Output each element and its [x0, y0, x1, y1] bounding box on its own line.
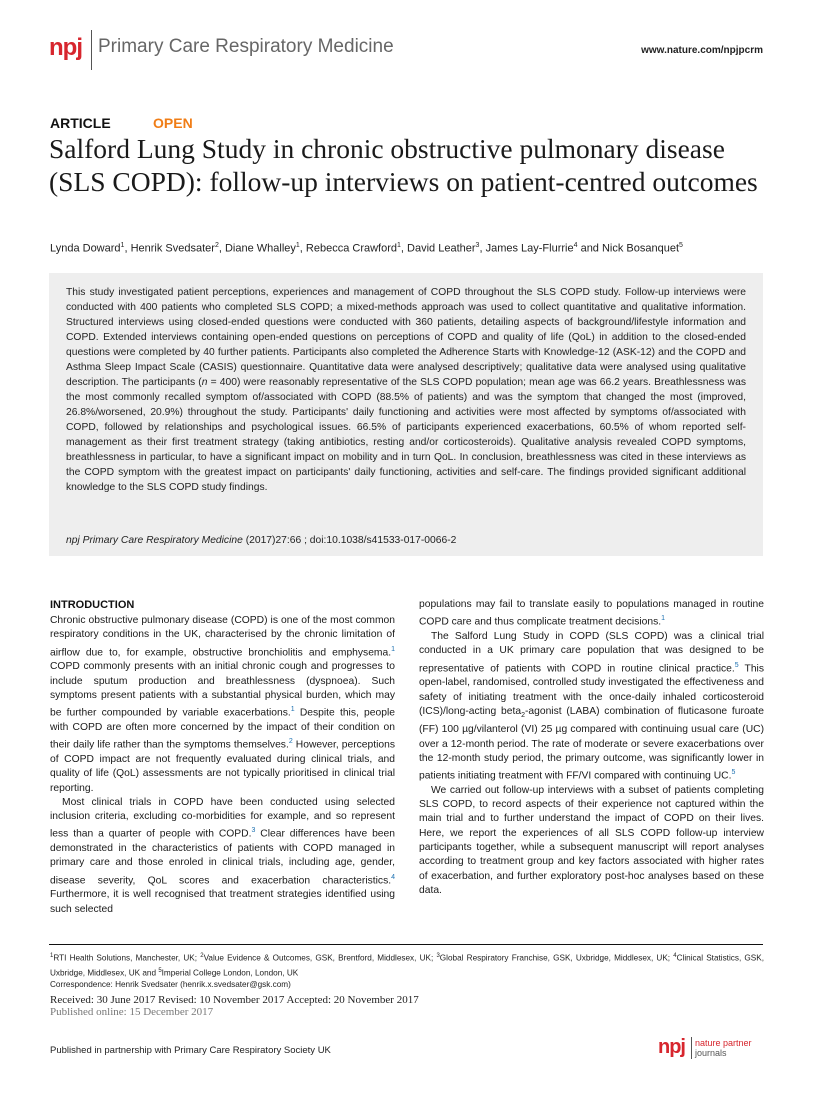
- reference-link[interactable]: 1: [391, 645, 395, 653]
- author-name[interactable]: James Lay-Flurrie: [485, 242, 574, 255]
- reference-link[interactable]: 3: [251, 827, 256, 835]
- body-column-right: [419, 598, 764, 898]
- author-affiliation: 1: [120, 242, 125, 249]
- published-date: Published online: 15 December 2017: [50, 1006, 214, 1018]
- section-heading-introduction: INTRODUCTION: [50, 599, 135, 611]
- correspondence: Correspondence: Henrik Svedsater (henrik.x.svedsater@gsk.com): [50, 980, 291, 990]
- article-title: Salford Lung Study in chronic obstructive pulmonary disease (SLS COPD): follow-up interviews on patient-centred outcomes: [49, 133, 758, 197]
- reference-link[interactable]: 1: [661, 615, 665, 623]
- body-column-left: [50, 614, 395, 917]
- author-affiliation: 1: [397, 242, 401, 249]
- paragraph: populations may fail to translate easily to populations managed in routine COPD care and thus complicate treatment decisions.$^1$: [419, 599, 764, 628]
- author-name[interactable]: David Leather: [407, 242, 476, 255]
- article-citation: npj Primary Care Respiratory Medicine (2017)27:66 ; doi:10.1038/s41533-017-0066-2: [66, 535, 457, 546]
- footnote-divider: [49, 944, 763, 945]
- author-name[interactable]: Rebecca Crawford: [305, 242, 398, 255]
- paragraph: Most clinical trials in COPD have been conducted using selected inclusion criteria, excluding co-morbidities for example, and so represent less than a quarter of people with COPD.$^3$ Clear differences have been demonstrated in the characteristics of patients with COPD managed in primary care and those enroled in clinical trials, including age, gender, disease severity, QoL scores and exacerbation characteristics.$^4$ Furthermore, it is well recognised that treatment strategies identified using such selected: [50, 796, 395, 915]
- journal-name: Primary Care Respiratory Medicine: [98, 36, 394, 57]
- reference-link[interactable]: 4: [391, 873, 395, 881]
- reference-link[interactable]: 1: [290, 706, 295, 714]
- author-name[interactable]: Henrik Svedsater: [130, 242, 215, 255]
- reference-link[interactable]: 5: [731, 769, 736, 777]
- author-name[interactable]: Diane Whalley: [224, 242, 296, 255]
- article-type-label: ARTICLE: [50, 115, 111, 131]
- open-access-label: OPEN: [153, 115, 193, 131]
- author-affiliation: 4: [573, 242, 578, 249]
- paragraph: The Salford Lung Study in COPD (SLS COPD) was a clinical trial conducted in a UK primary care population that was designed to be representative of patients with COPD in routine clinical practice.$^5$ This open-label, randomised, controlled study investigated the effectiveness and safety of initiating treatment with the once-daily inhaled corticosteroid (ICS)/long-acting beta$_2$-agonist (LABA) combination of fluticasone furoate (FF) 100 µg/vilanterol (VI) 25 µg compared with continuing usual care (UC) over a 12-month period. The rate of moderate or severe exacerbations over the 12-month study period, the primary outcome, was significantly lower in patients initiating treatment with FF/VI compared with continuing UC.$^5$: [419, 631, 764, 782]
- reference-link[interactable]: 5: [734, 661, 739, 669]
- npj-footer-logo: npj: [658, 1036, 685, 1058]
- header-divider: [91, 30, 92, 70]
- reference-link[interactable]: 2: [288, 738, 293, 746]
- affiliations: $^1$RTI Health Solutions, Manchester, UK; $^2$Value Evidence & Outcomes, GSK, Brentford, Middlesex, UK; $^3$Global Respiratory Franchise, GSK, Uxbridge, Middlesex, UK; $^4$Clinical Statistics, GSK, Uxbridge, Middlesex, UK and $^5$Imperial College London, London, UK Correspondence: Henrik Svedsater (henrik.x.svedsater@gsk.com): [50, 953, 764, 990]
- received-dates: Received: 30 June 2017 Revised: 10 November 2017 Accepted: 20 November 2017: [50, 994, 419, 1006]
- author-affiliation: 1: [295, 242, 300, 249]
- author-list: Lynda Doward$^1$, Henrik Svedsater$^2$, Diane Whalley$^1$, Rebecca Crawford$^1$, David Leather$^3$, James Lay-Flurrie$^4$ and Nick Bosanquet$^5$: [50, 242, 683, 255]
- author-affiliation: 5: [679, 242, 683, 249]
- author-name[interactable]: Nick Bosanquet: [601, 242, 680, 255]
- article-dates: [50, 994, 419, 1018]
- partnership-note: Published in partnership with Primary Care Respiratory Society UK: [50, 1045, 331, 1056]
- author-affiliation: 2: [214, 242, 219, 249]
- journal-url-link[interactable]: www.nature.com/npjpcrm: [641, 45, 763, 56]
- author-name[interactable]: Lynda Doward: [50, 242, 121, 255]
- abstract-text: This study investigated patient perceptions, experiences and management of COPD throughout the SLS COPD study. Follow-up interviews were conducted with 400 patients who completed SLS COPD; a mixed-methods approach was used to collect quantitative and qualitative information. Structured interviews using closed-ended questions were conducted with 360 patients, detailing aspects of background/lifestyle information and COPD. Extended interviews containing open-ended questions on perceptions of COPD and quality of life (QoL) in addition to the closed-ended questions were completed by 40 further patients. Participants also completed the Adherence Starts with Knowledge-12 (ASK-12) and the COPD and Asthma Sleep Impact Scale (CASIS) questionnaire. Quantitative data were analysed descriptively; qualitative data were analysed using qualitative description. The participants (n = 400) were reasonably representative of the SLS COPD population; mean age was 66.2 years. Breathlessness was the most commonly recalled symptom of/associated with COPD (88.5% of patients) and was the symptom that changed the most (improved, 26.8%/worsened, 20.9%) throughout the study. Participants' daily functioning and activities were most affected by symptoms of/associated with COPD, followed by relationships and psychological issues. 66.5% of participants experienced exacerbations, 60.5% of whom reported self-management as their first treatment strategy (taking antibiotics, resting and/or corticosteroids). Qualitative analysis revealed COPD symptoms, breathlessness in particular, to have a significant impact on mobility and in turn QoL. In conclusion, breathlessness was cited in these interviews as the COPD symptom with the greatest impact on participants' daily functioning, activities and self-care. The findings provided significant additional knowledge to the SLS COPD study findings.: [66, 287, 746, 493]
- doi-link[interactable]: (2017)27:66 ; doi:10.1038/s41533-017-0066-2: [242, 535, 457, 546]
- nature-partner-journals-logo: nature partner journals: [695, 1038, 752, 1058]
- npj-logo: npj: [49, 34, 82, 61]
- footer-logo-divider: [691, 1037, 692, 1059]
- paragraph: Chronic obstructive pulmonary disease (COPD) is one of the most common respiratory conditions in the UK, characterised by the chronic limitation of airflow due to, for example, obstructive bronchiolitis and emphysema.$^1$ COPD commonly presents with an initial chronic cough and progresses to include sputum production and breathlessness (dyspnoea). Such symptoms present patients with a substantial physical burden, which may be further compounded by variable exacerbations.$^1$ Despite this, people with COPD are often more concerned by the impact of their condition on their daily life rather than the symptoms themselves.$^2$ However, perceptions of COPD impact are not frequently evaluated during clinical trials, and quality of life (QoL) assessments are not typically prioritised in clinical trial reporting.: [50, 615, 395, 794]
- paragraph: We carried out follow-up interviews with a subset of patients completing SLS COPD, to record aspects of their experience not captured within the main trial and to further understand the impact of COPD on their lives. Here, we report the experiences of all SLS COPD follow-up interview participants together, while a subsequent manuscript will report analyses according to treatment group and key factors associated with higher rates of exacerbation, and further exploratory post-hoc analyses based on these data.: [419, 784, 764, 896]
- author-affiliation: 3: [475, 242, 480, 249]
